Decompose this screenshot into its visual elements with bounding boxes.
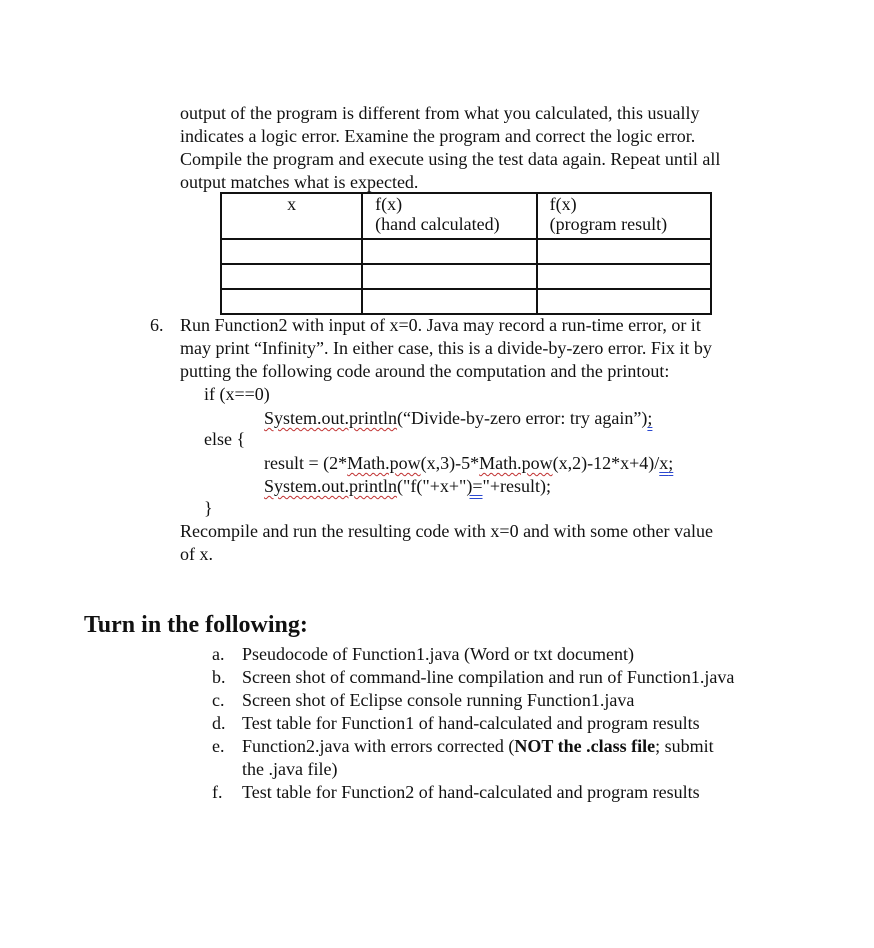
- table-cell: [221, 239, 362, 264]
- code-if: if (x==0): [204, 384, 270, 404]
- table-row: [221, 264, 711, 289]
- list-marker: b.: [212, 667, 226, 687]
- table-header-row: [221, 193, 711, 239]
- intro-line: Compile the program and execute using the test data again. Repeat until all: [180, 149, 721, 169]
- list-marker: e.: [212, 736, 225, 756]
- step6-paragraph: [180, 314, 820, 383]
- header-program-result: f(x) (program result): [537, 193, 711, 239]
- code-sysout-result: System.out.println("f("+x+")="+result);: [264, 476, 551, 496]
- turn-in-list: [212, 643, 832, 804]
- table-row: [221, 239, 711, 264]
- list-item-text: Test table for Function1 of hand-calculated and program results: [242, 713, 700, 733]
- table-cell: [221, 264, 362, 289]
- recompile-paragraph: [180, 520, 820, 566]
- test-table: [220, 192, 712, 315]
- code-else: else {: [204, 429, 246, 449]
- list-item-text: Screen shot of Eclipse console running Function1.java: [242, 690, 635, 710]
- list-marker: c.: [212, 690, 225, 710]
- header-x: x: [221, 193, 362, 239]
- list-item: [212, 643, 832, 666]
- step6-line: Run Function2 with input of x=0. Java may record a run-time error, or it: [180, 315, 701, 335]
- code-result: result = (2*Math.pow(x,3)-5*Math.pow(x,2)-12*x+4)/x;: [264, 453, 674, 473]
- step6-line: putting the following code around the computation and the printout:: [180, 361, 670, 381]
- intro-line: output of the program is different from what you calculated, this usually: [180, 103, 700, 123]
- list-item-text: Pseudocode of Function1.java (Word or txt document): [242, 644, 634, 664]
- list-item-text: Test table for Function2 of hand-calculated and program results: [242, 782, 700, 802]
- recompile-line: Recompile and run the resulting code with x=0 and with some other value: [180, 521, 714, 541]
- list-item: [212, 712, 832, 735]
- table-row: [221, 289, 711, 314]
- table-cell: [362, 264, 536, 289]
- turn-in-heading: Turn in the following:: [84, 612, 308, 638]
- code-sysout-divide: System.out.println(“Divide-by-zero error: try again”);: [264, 408, 653, 428]
- table-cell: [221, 289, 362, 314]
- list-item: [212, 666, 832, 689]
- list-item: [212, 735, 832, 781]
- table-cell: [362, 289, 536, 314]
- intro-line: indicates a logic error. Examine the program and correct the logic error.: [180, 126, 696, 146]
- table-cell: [537, 289, 711, 314]
- intro-paragraph: [180, 102, 820, 194]
- step6-line: may print “Infinity”. In either case, this is a divide-by-zero error. Fix it by: [180, 338, 712, 358]
- table-cell: [537, 264, 711, 289]
- intro-line: output matches what is expected.: [180, 172, 419, 192]
- table-cell: [362, 239, 536, 264]
- list-marker: d.: [212, 713, 226, 733]
- list-marker: a.: [212, 644, 225, 664]
- step-number: 6.: [150, 315, 164, 335]
- list-marker: f.: [212, 782, 223, 802]
- list-item-text: Screen shot of command-line compilation and run of Function1.java: [242, 667, 735, 687]
- header-hand-calculated: f(x) (hand calculated): [362, 193, 536, 239]
- list-item: [212, 781, 832, 804]
- list-item: [212, 689, 832, 712]
- code-close-brace: }: [204, 498, 213, 518]
- list-item-text: Function2.java with errors corrected (NOT the .class file; submit the .java file): [242, 736, 714, 779]
- table-cell: [537, 239, 711, 264]
- recompile-line: of x.: [180, 544, 213, 564]
